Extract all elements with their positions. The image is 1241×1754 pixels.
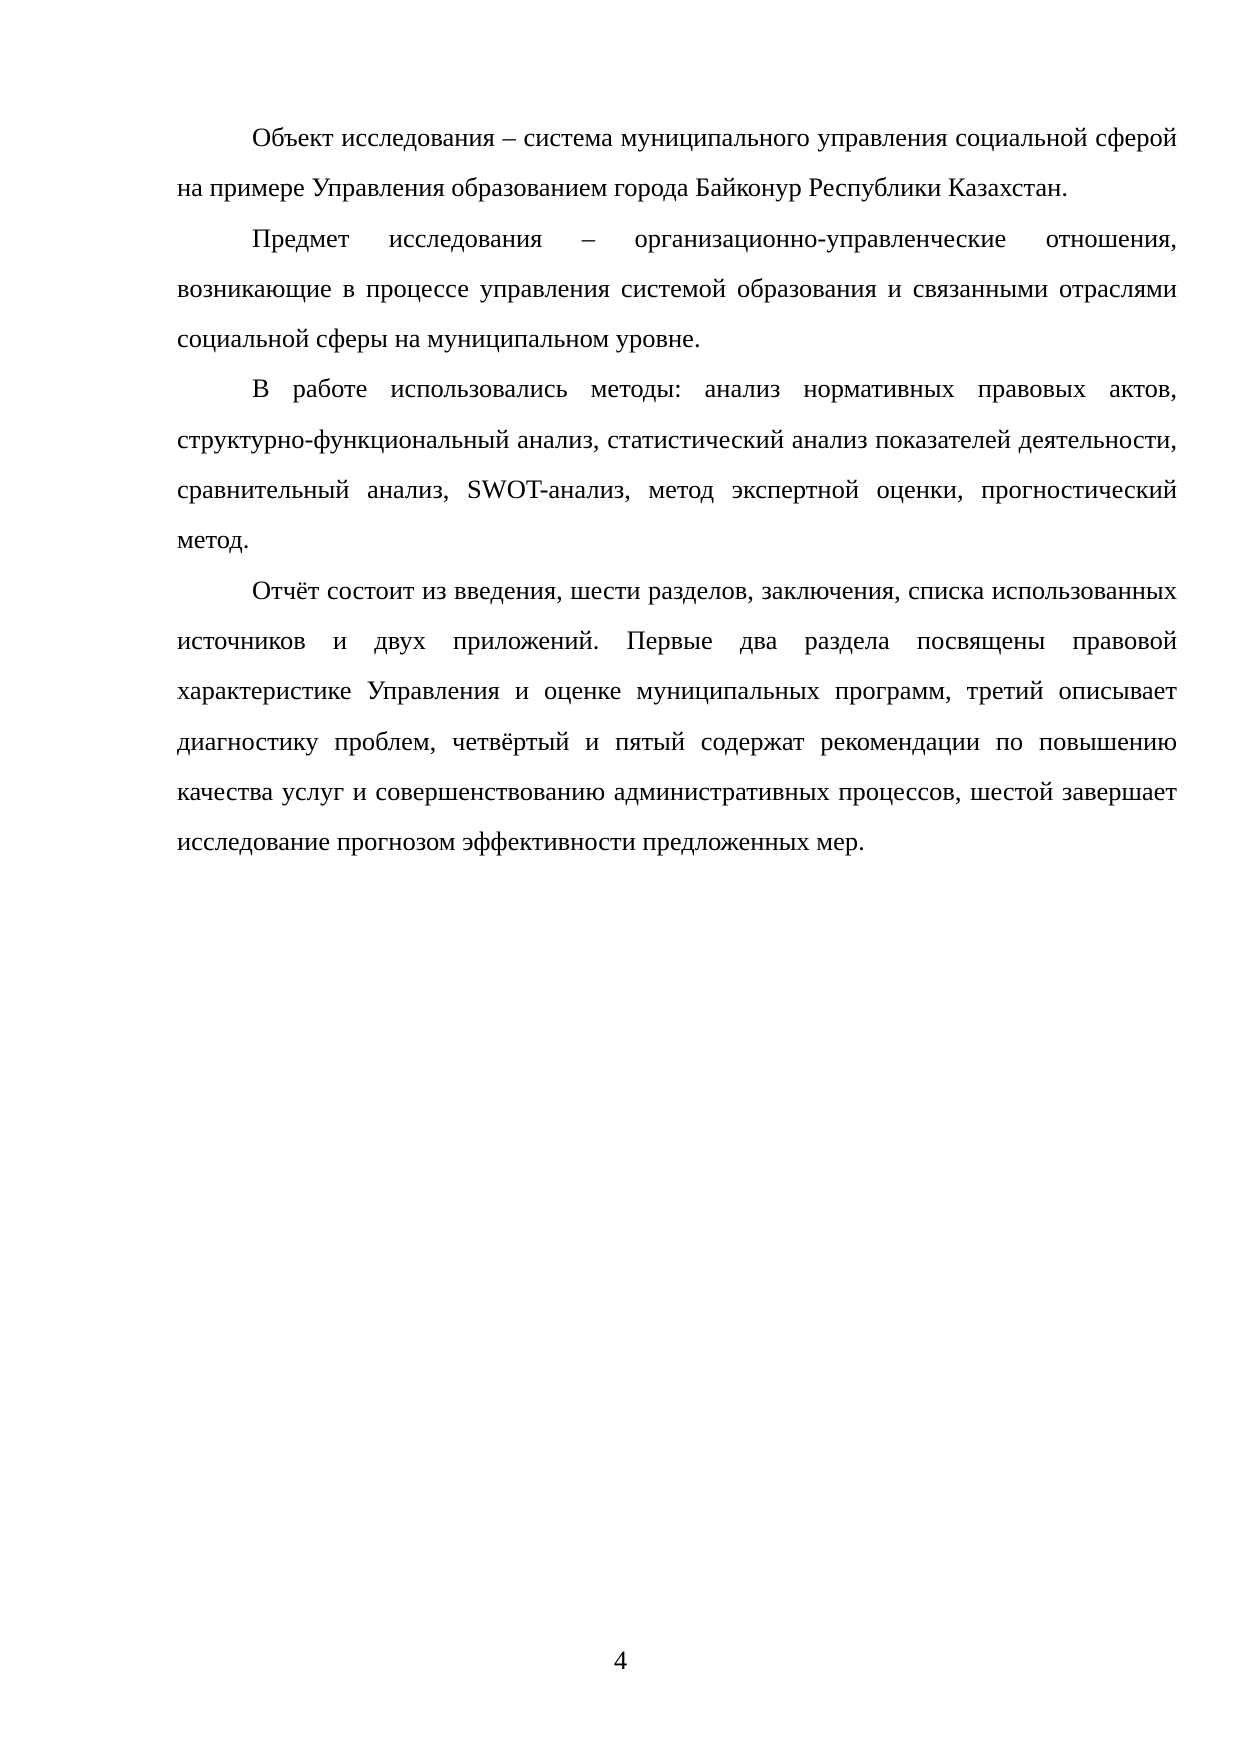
paragraph-subject: Предмет исследования – организационно-управленческие отношения, возникающие в процессе управления системой образования и связанными отраслями социальной сферы на муниципальном уровне. <box>177 222 1177 354</box>
body-text <box>177 112 1177 866</box>
paragraph-methods: В работе использовались методы: анализ нормативных правовых актов, структурно-функциональный анализ, статистический анализ показателей деятельности, сравнительный анализ, SWOT-анализ, метод экспертной оценки, прогностический метод. <box>177 373 1177 555</box>
paragraph-structure: Отчёт состоит из введения, шести разделов, заключения, списка использованных источников и двух приложений. Первые два раздела посвящены правовой характеристике Управления и оценке муниципальных программ, третий описывает диагностику проблем, четвёртый и пятый содержат рекомендации по повышению качества услуг и совершенствованию административных процессов, шестой завершает исследование прогнозом эффективности предложенных мер. <box>177 574 1177 857</box>
page-number: 4 <box>613 1645 628 1675</box>
paragraph-object: Объект исследования – система муниципального управления социальной сферой на примере Управления образованием города Байконур Республики Казахстан. <box>177 122 1177 203</box>
